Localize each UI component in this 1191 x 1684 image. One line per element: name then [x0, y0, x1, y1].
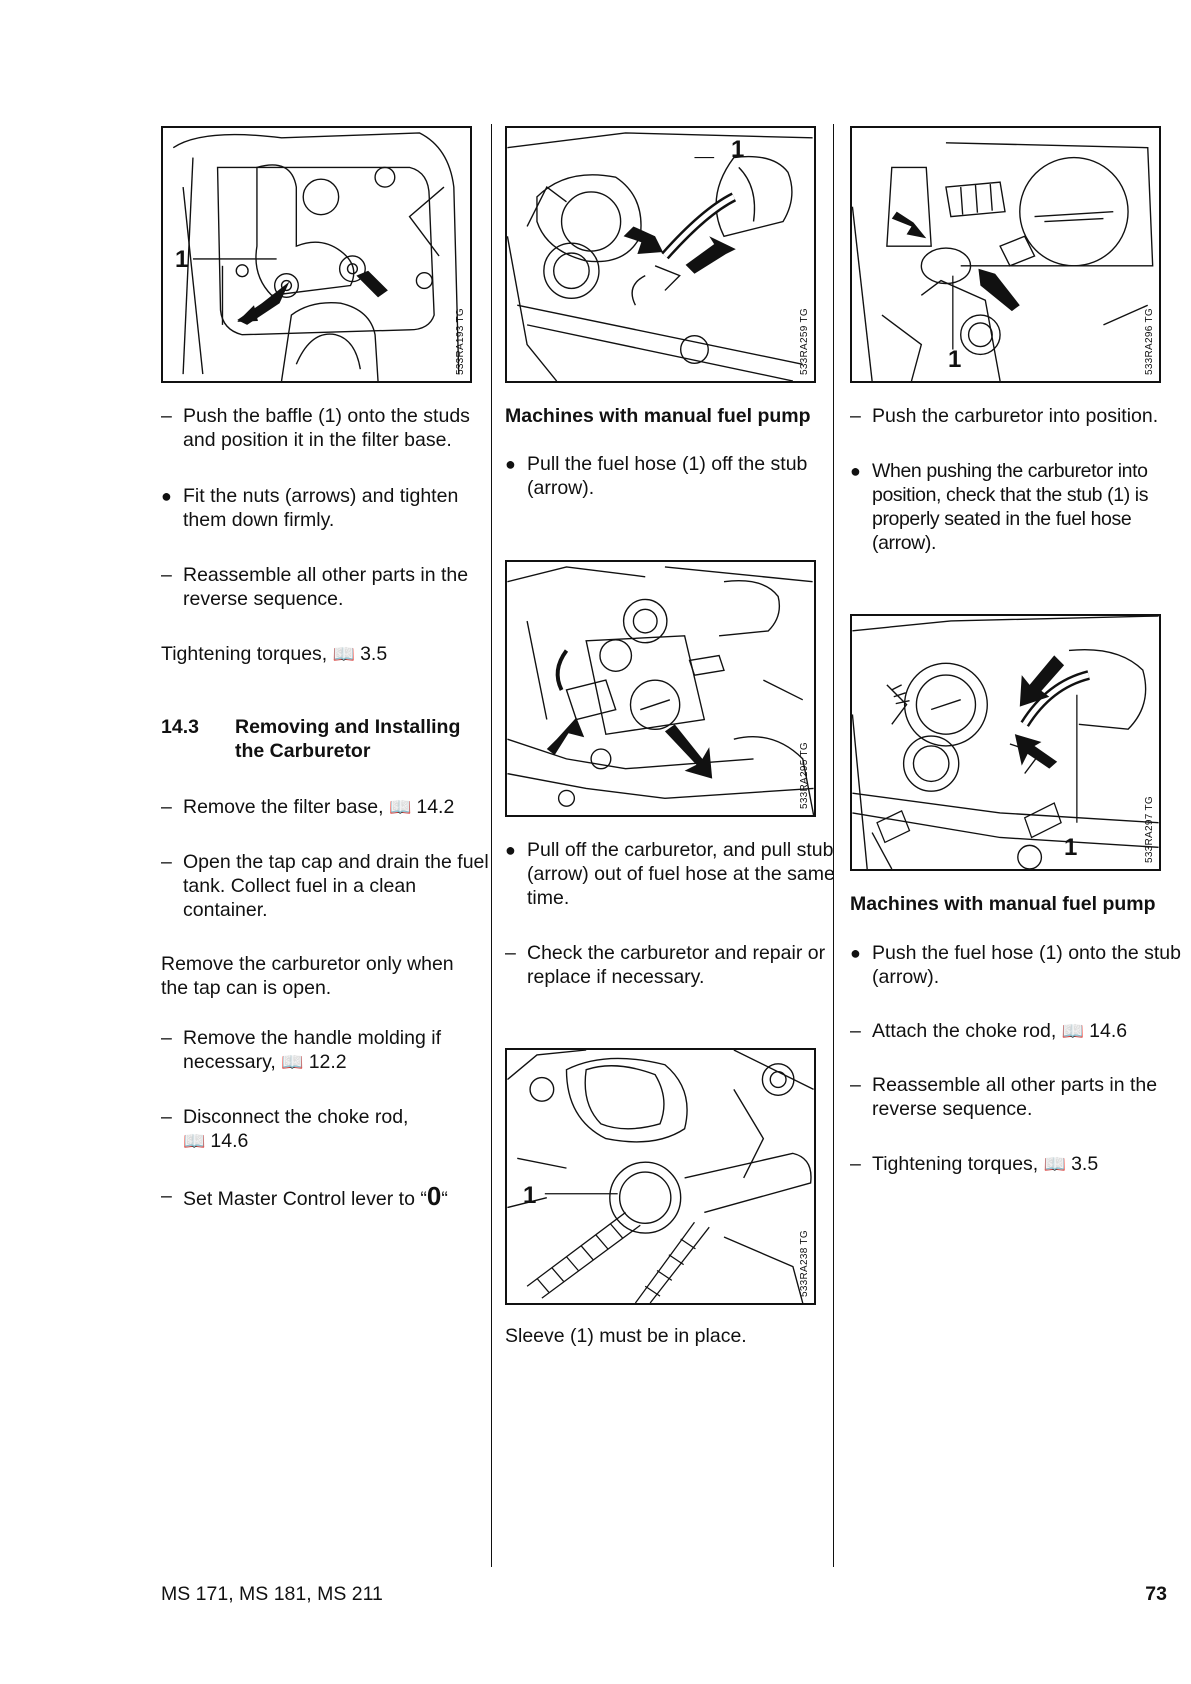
item-text: Remove the handle molding if necessary,: [183, 1027, 441, 1073]
list-item: – Check the carburetor and repair or replace if necessary.: [505, 942, 826, 988]
book-icon: 📖: [183, 1131, 206, 1151]
item-text: Open the tap cap and drain the fuel tank. Collect fuel in a clean container.: [183, 851, 489, 921]
pull-carburetor-illustration: [507, 562, 814, 815]
fuel-hose-off-illustration: [507, 128, 814, 381]
list-item: – Push the carburetor into position.: [850, 405, 1159, 427]
figure-callout: 1: [523, 1182, 537, 1209]
list-item: – Reassemble all other parts in the reverse sequence.: [850, 1074, 1158, 1120]
machines-heading: Machines with manual fuel pump: [850, 893, 1156, 915]
figure-carburetor-position: [850, 126, 1161, 383]
item-text: Reassemble all other parts in the reverse sequence.: [872, 1074, 1158, 1120]
item-text: Disconnect the choke rod,: [183, 1106, 409, 1128]
figure-code: 533RA259 TG: [799, 307, 810, 375]
book-icon: 📖: [388, 797, 412, 817]
reference-number: 14.2: [416, 796, 455, 818]
figure-code: 533RA193 TG: [455, 307, 466, 375]
item-text: Tightening torques,: [872, 1153, 1039, 1175]
list-item: – Open the tap cap and drain the fuel tank. Collect fuel in a clean container.: [161, 851, 489, 921]
paragraph: Sleeve (1) must be in place.: [505, 1325, 747, 1347]
figure-code: 533RA295 TG: [799, 741, 810, 809]
list-item: ● When pushing the carburetor into position, check that the stub (1) is properly seated in the fuel hose (arrow).: [850, 460, 1149, 554]
list-item: ● Pull the fuel hose (1) off the stub (arrow).: [505, 453, 808, 499]
item-text: Remove the filter base,: [183, 796, 384, 818]
reference-number: 3.5: [1071, 1153, 1099, 1175]
figure-code: 533RA297 TG: [1144, 795, 1155, 863]
item-text: Set Master Control lever to “: [183, 1188, 427, 1210]
list-item: – Remove the filter base, 📖 14.2: [161, 796, 455, 818]
item-text: Pull the fuel hose (1) off the stub (arrow).: [527, 453, 808, 499]
page-number: 73: [1145, 1583, 1167, 1605]
sleeve-illustration: [507, 1050, 814, 1303]
footer-models: MS 171, MS 181, MS 211: [161, 1583, 383, 1605]
figure-sleeve: [505, 1048, 816, 1305]
figure-code: 533RA296 TG: [1144, 307, 1155, 375]
section-number: 14.3: [161, 716, 199, 738]
reference-number: 3.5: [360, 643, 388, 665]
item-text: Attach the choke rod,: [872, 1020, 1057, 1042]
figure-fuel-hose-off: [505, 126, 816, 383]
item-text: Reassemble all other parts in the reverse sequence.: [183, 564, 469, 610]
item-text: Check the carburetor and repair or replace if necessary.: [527, 942, 826, 988]
column-divider-1: [491, 124, 492, 1567]
list-item: – Reassemble all other parts in the reverse sequence.: [161, 564, 469, 610]
machines-heading: Machines with manual fuel pump: [505, 405, 811, 427]
list-item: ● Pull off the carburetor, and pull stub (arrow) out of fuel hose at the same time.: [505, 839, 835, 909]
item-text: Push the fuel hose (1) onto the stub (arrow).: [872, 942, 1181, 988]
figure-baffle: [161, 126, 472, 383]
list-item: ● Push the fuel hose (1) onto the stub (arrow).: [850, 942, 1181, 988]
book-icon: 📖: [1043, 1154, 1067, 1174]
paragraph: Remove the carburetor only when the tap can is open.: [161, 953, 454, 999]
item-text: Push the carburetor into position.: [872, 405, 1159, 427]
list-item: – Tightening torques, 📖 3.5: [850, 1153, 1099, 1175]
figure-callout: 1: [948, 346, 962, 373]
list-item: – Set Master Control lever to “0“: [161, 1181, 448, 1211]
item-text: Fit the nuts (arrows) and tighten them down firmly.: [183, 485, 459, 531]
list-item: – Disconnect the choke rod, 📖 14.6: [161, 1106, 409, 1152]
item-text: Push the baffle (1) onto the studs and position it in the filter base.: [183, 405, 470, 451]
reference-number: 14.6: [210, 1130, 249, 1152]
reference-number: 12.2: [308, 1051, 347, 1073]
section-title: Removing and Installing the Carburetor: [235, 716, 461, 762]
reference-number: 14.6: [1089, 1020, 1128, 1042]
baffle-illustration: [163, 128, 470, 381]
figure-callout: 1: [731, 136, 745, 163]
figure-pull-carburetor: [505, 560, 816, 817]
list-item: – Push the baffle (1) onto the studs and position it in the filter base.: [161, 405, 470, 451]
section-heading: [161, 715, 481, 763]
lever-position-zero: 0: [426, 1181, 442, 1211]
item-text: When pushing the carburetor into position, check that the stub (1) is properly seated in the fuel hose (arrow).: [872, 460, 1149, 554]
figure-callout: 1: [175, 246, 189, 273]
book-icon: 📖: [1061, 1021, 1085, 1041]
fuel-hose-on-illustration: [852, 616, 1159, 869]
list-item: – Attach the choke rod, 📖 14.6: [850, 1020, 1128, 1042]
paragraph: Tightening torques, 📖 3.5: [161, 643, 388, 665]
book-icon: 📖: [332, 644, 356, 664]
list-item: – Remove the handle molding if necessary, 📖 12.2: [161, 1027, 441, 1073]
figure-callout: 1: [1064, 834, 1078, 861]
carburetor-position-illustration: [852, 128, 1159, 381]
item-text: Pull off the carburetor, and pull stub (arrow) out of fuel hose at the same time.: [527, 839, 835, 909]
figure-fuel-hose-on: [850, 614, 1161, 871]
book-icon: 📖: [281, 1052, 304, 1072]
list-item: ● Fit the nuts (arrows) and tighten them down firmly.: [161, 485, 459, 531]
figure-code: 533RA238 TG: [799, 1229, 810, 1297]
